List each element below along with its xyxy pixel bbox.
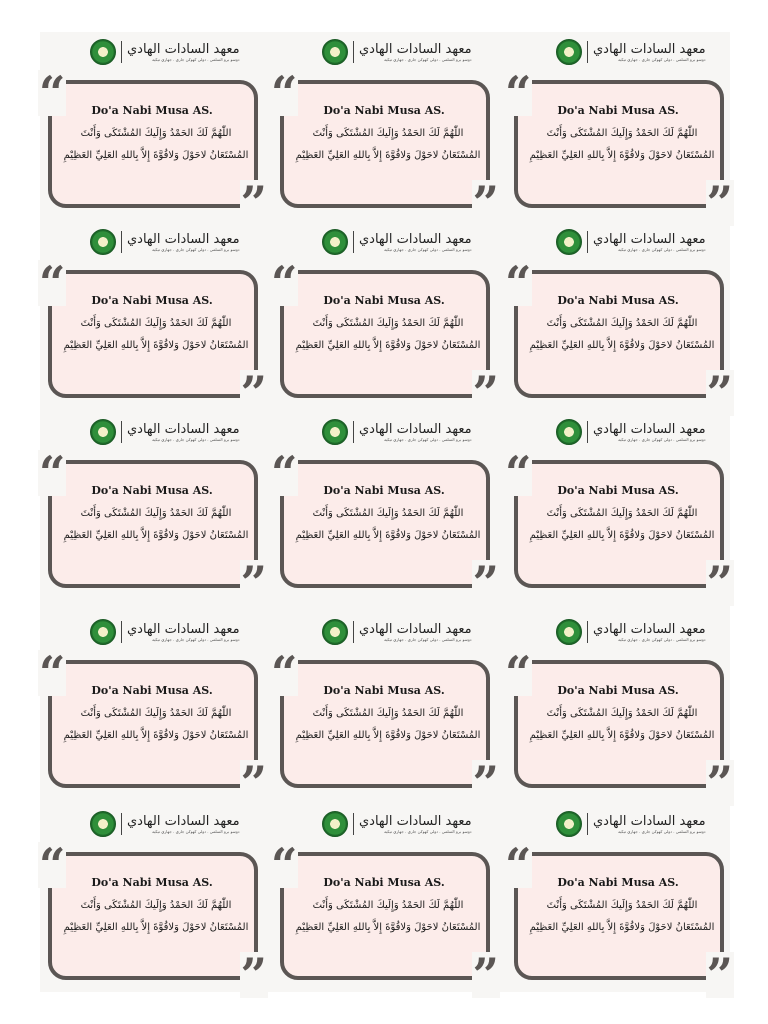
open-quote-icon: “ xyxy=(271,646,298,700)
arabic-line-1: اللّٰهُمَّ لَكَ الحَمْدُ وَإِلَيكَ المُشْتَكَى وَأَنْتَ xyxy=(312,900,464,911)
prayer-title: Do'a Nabi Musa AS. xyxy=(91,294,213,307)
logo-name: معهد السادات الهادي xyxy=(593,621,706,637)
close-quote-icon: ” xyxy=(706,366,733,420)
close-quote-icon: ” xyxy=(472,366,499,420)
institution-logo xyxy=(90,617,240,647)
logo-text xyxy=(593,623,706,642)
prayer-title: Do'a Nabi Musa AS. xyxy=(557,294,679,307)
quote-box xyxy=(280,80,490,208)
institution-logo xyxy=(322,227,472,257)
institution-logo xyxy=(322,417,472,447)
logo-divider xyxy=(587,813,588,835)
prayer-title: Do'a Nabi Musa AS. xyxy=(557,104,679,117)
close-quote-icon: ” xyxy=(706,556,733,610)
arabic-line-2: المُسْتَعَانُ لاحَوْلَ وَلاقُوَّةَ إِلاَّ بِاللهِ العَلِيِّ العَظِيْمِ xyxy=(529,922,715,933)
logo-text xyxy=(127,43,240,62)
seal-icon xyxy=(556,811,582,837)
prayer-card xyxy=(39,804,267,1002)
seal-icon xyxy=(556,619,582,645)
logo-text xyxy=(359,623,472,642)
arabic-line-1: اللّٰهُمَّ لَكَ الحَمْدُ وَإِلَيكَ المُشْتَكَى وَأَنْتَ xyxy=(312,508,464,519)
institution-logo xyxy=(556,227,706,257)
logo-name: معهد السادات الهادي xyxy=(127,621,240,637)
logo-text xyxy=(127,233,240,252)
institution-logo xyxy=(90,227,240,257)
logo-subtitle: دوسو برو السلمي . دولي كهوكن جاري . جهاري تيكيه xyxy=(618,828,706,834)
prayer-card xyxy=(271,612,499,810)
arabic-line-2: المُسْتَعَانُ لاحَوْلَ وَلاقُوَّةَ إِلاَّ بِاللهِ العَلِيِّ العَظِيْمِ xyxy=(295,730,481,741)
logo-name: معهد السادات الهادي xyxy=(593,813,706,829)
quote-box xyxy=(514,852,724,980)
prayer-title: Do'a Nabi Musa AS. xyxy=(557,684,679,697)
logo-subtitle: دوسو برو السلمي . دولي كهوكن جاري . جهاري تيكيه xyxy=(152,56,240,62)
logo-subtitle: دوسو برو السلمي . دولي كهوكن جاري . جهاري تيكيه xyxy=(618,636,706,642)
close-quote-icon: ” xyxy=(706,756,733,810)
logo-name: معهد السادات الهادي xyxy=(593,41,706,57)
prayer-title: Do'a Nabi Musa AS. xyxy=(91,104,213,117)
arabic-line-2: المُسْتَعَانُ لاحَوْلَ وَلاقُوَّةَ إِلاَّ بِاللهِ العَلِيِّ العَظِيْمِ xyxy=(63,150,249,161)
close-quote-icon: ” xyxy=(240,948,267,1002)
arabic-line-2: المُسْتَعَانُ لاحَوْلَ وَلاقُوَّةَ إِلاَّ بِاللهِ العَلِيِّ العَظِيْمِ xyxy=(295,150,481,161)
logo-text xyxy=(359,43,472,62)
arabic-line-1: اللّٰهُمَّ لَكَ الحَمْدُ وَإِلَيكَ المُشْتَكَى وَأَنْتَ xyxy=(80,318,232,329)
arabic-line-1: اللّٰهُمَّ لَكَ الحَمْدُ وَإِلَيكَ المُشْتَكَى وَأَنْتَ xyxy=(80,508,232,519)
logo-text xyxy=(359,423,472,442)
arabic-line-1: اللّٰهُمَّ لَكَ الحَمْدُ وَإِلَيكَ المُشْتَكَى وَأَنْتَ xyxy=(546,900,698,911)
logo-subtitle: دوسو برو السلمي . دولي كهوكن جاري . جهاري تيكيه xyxy=(384,436,472,442)
logo-subtitle: دوسو برو السلمي . دولي كهوكن جاري . جهاري تيكيه xyxy=(384,246,472,252)
arabic-line-1: اللّٰهُمَّ لَكَ الحَمْدُ وَإِلَيكَ المُشْتَكَى وَأَنْتَ xyxy=(312,708,464,719)
quote-box xyxy=(514,660,724,788)
seal-icon xyxy=(556,229,582,255)
prayer-title: Do'a Nabi Musa AS. xyxy=(557,484,679,497)
open-quote-icon: “ xyxy=(271,256,298,310)
logo-text xyxy=(593,423,706,442)
logo-subtitle: دوسو برو السلمي . دولي كهوكن جاري . جهاري تيكيه xyxy=(618,436,706,442)
logo-name: معهد السادات الهادي xyxy=(127,231,240,247)
logo-divider xyxy=(587,231,588,253)
logo-divider xyxy=(353,813,354,835)
open-quote-icon: “ xyxy=(271,446,298,500)
close-quote-icon: ” xyxy=(240,756,267,810)
seal-icon xyxy=(556,39,582,65)
institution-logo xyxy=(556,617,706,647)
close-quote-icon: ” xyxy=(706,948,733,1002)
quote-box xyxy=(514,270,724,398)
seal-icon xyxy=(90,229,116,255)
arabic-line-2: المُسْتَعَانُ لاحَوْلَ وَلاقُوَّةَ إِلاَّ بِاللهِ العَلِيِّ العَظِيْمِ xyxy=(63,922,249,933)
close-quote-icon: ” xyxy=(472,756,499,810)
logo-subtitle: دوسو برو السلمي . دولي كهوكن جاري . جهاري تيكيه xyxy=(618,246,706,252)
logo-text xyxy=(127,815,240,834)
close-quote-icon: ” xyxy=(240,176,267,230)
open-quote-icon: “ xyxy=(271,838,298,892)
arabic-line-2: المُسْتَعَانُ لاحَوْلَ وَلاقُوَّةَ إِلاَّ بِاللهِ العَلِيِّ العَظِيْمِ xyxy=(63,530,249,541)
prayer-card xyxy=(505,222,733,420)
prayer-title: Do'a Nabi Musa AS. xyxy=(91,484,213,497)
open-quote-icon: “ xyxy=(39,646,66,700)
arabic-line-1: اللّٰهُمَّ لَكَ الحَمْدُ وَإِلَيكَ المُشْتَكَى وَأَنْتَ xyxy=(80,128,232,139)
close-quote-icon: ” xyxy=(472,176,499,230)
logo-divider xyxy=(121,813,122,835)
logo-subtitle: دوسو برو السلمي . دولي كهوكن جاري . جهاري تيكيه xyxy=(384,56,472,62)
institution-logo xyxy=(322,809,472,839)
arabic-line-2: المُسْتَعَانُ لاحَوْلَ وَلاقُوَّةَ إِلاَّ بِاللهِ العَلِيِّ العَظِيْمِ xyxy=(295,922,481,933)
logo-text xyxy=(593,233,706,252)
open-quote-icon: “ xyxy=(39,66,66,120)
logo-divider xyxy=(587,421,588,443)
open-quote-icon: “ xyxy=(39,446,66,500)
logo-name: معهد السادات الهادي xyxy=(359,621,472,637)
logo-name: معهد السادات الهادي xyxy=(359,231,472,247)
logo-name: معهد السادات الهادي xyxy=(593,231,706,247)
seal-icon xyxy=(322,229,348,255)
card-sheet xyxy=(39,32,733,1002)
logo-divider xyxy=(587,41,588,63)
logo-text xyxy=(127,623,240,642)
seal-icon xyxy=(322,39,348,65)
quote-box xyxy=(280,460,490,588)
arabic-line-1: اللّٰهُمَّ لَكَ الحَمْدُ وَإِلَيكَ المُشْتَكَى وَأَنْتَ xyxy=(546,708,698,719)
seal-icon xyxy=(90,419,116,445)
quote-box xyxy=(514,80,724,208)
institution-logo xyxy=(90,809,240,839)
logo-divider xyxy=(587,621,588,643)
logo-name: معهد السادات الهادي xyxy=(127,813,240,829)
arabic-line-2: المُسْتَعَانُ لاحَوْلَ وَلاقُوَّةَ إِلاَّ بِاللهِ العَلِيِّ العَظِيْمِ xyxy=(529,530,715,541)
quote-box xyxy=(280,660,490,788)
arabic-line-1: اللّٰهُمَّ لَكَ الحَمْدُ وَإِلَيكَ المُشْتَكَى وَأَنْتَ xyxy=(80,900,232,911)
arabic-line-2: المُسْتَعَانُ لاحَوْلَ وَلاقُوَّةَ إِلاَّ بِاللهِ العَلِيِّ العَظِيْمِ xyxy=(63,730,249,741)
open-quote-icon: “ xyxy=(505,446,532,500)
seal-icon xyxy=(556,419,582,445)
arabic-line-2: المُسْتَعَانُ لاحَوْلَ وَلاقُوَّةَ إِلاَّ بِاللهِ العَلِيِّ العَظِيْمِ xyxy=(295,530,481,541)
seal-icon xyxy=(322,419,348,445)
institution-logo xyxy=(322,617,472,647)
open-quote-icon: “ xyxy=(505,66,532,120)
prayer-title: Do'a Nabi Musa AS. xyxy=(323,684,445,697)
prayer-card xyxy=(271,804,499,1002)
arabic-line-1: اللّٰهُمَّ لَكَ الحَمْدُ وَإِلَيكَ المُشْتَكَى وَأَنْتَ xyxy=(80,708,232,719)
logo-divider xyxy=(121,231,122,253)
arabic-line-1: اللّٰهُمَّ لَكَ الحَمْدُ وَإِلَيكَ المُشْتَكَى وَأَنْتَ xyxy=(546,508,698,519)
quote-box xyxy=(48,270,258,398)
logo-divider xyxy=(353,421,354,443)
prayer-card xyxy=(271,412,499,610)
institution-logo xyxy=(90,417,240,447)
logo-divider xyxy=(353,231,354,253)
logo-subtitle: دوسو برو السلمي . دولي كهوكن جاري . جهاري تيكيه xyxy=(152,828,240,834)
prayer-title: Do'a Nabi Musa AS. xyxy=(557,876,679,889)
logo-text xyxy=(359,815,472,834)
arabic-line-2: المُسْتَعَانُ لاحَوْلَ وَلاقُوَّةَ إِلاَّ بِاللهِ العَلِيِّ العَظِيْمِ xyxy=(63,340,249,351)
logo-name: معهد السادات الهادي xyxy=(127,41,240,57)
logo-divider xyxy=(121,421,122,443)
quote-box xyxy=(48,852,258,980)
prayer-card xyxy=(505,32,733,230)
close-quote-icon: ” xyxy=(240,556,267,610)
institution-logo xyxy=(90,37,240,67)
open-quote-icon: “ xyxy=(39,256,66,310)
institution-logo xyxy=(556,417,706,447)
open-quote-icon: “ xyxy=(271,66,298,120)
arabic-line-1: اللّٰهُمَّ لَكَ الحَمْدُ وَإِلَيكَ المُشْتَكَى وَأَنْتَ xyxy=(312,318,464,329)
open-quote-icon: “ xyxy=(505,256,532,310)
logo-name: معهد السادات الهادي xyxy=(359,421,472,437)
logo-divider xyxy=(121,621,122,643)
open-quote-icon: “ xyxy=(505,646,532,700)
institution-logo xyxy=(322,37,472,67)
prayer-title: Do'a Nabi Musa AS. xyxy=(323,294,445,307)
logo-divider xyxy=(353,621,354,643)
seal-icon xyxy=(90,811,116,837)
logo-divider xyxy=(353,41,354,63)
prayer-card xyxy=(505,612,733,810)
quote-box xyxy=(48,660,258,788)
arabic-line-1: اللّٰهُمَّ لَكَ الحَمْدُ وَإِلَيكَ المُشْتَكَى وَأَنْتَ xyxy=(312,128,464,139)
prayer-card xyxy=(505,412,733,610)
seal-icon xyxy=(90,619,116,645)
close-quote-icon: ” xyxy=(472,556,499,610)
prayer-card xyxy=(271,222,499,420)
logo-subtitle: دوسو برو السلمي . دولي كهوكن جاري . جهاري تيكيه xyxy=(384,636,472,642)
prayer-title: Do'a Nabi Musa AS. xyxy=(323,484,445,497)
prayer-card xyxy=(39,32,267,230)
seal-icon xyxy=(322,619,348,645)
open-quote-icon: “ xyxy=(505,838,532,892)
arabic-line-2: المُسْتَعَانُ لاحَوْلَ وَلاقُوَّةَ إِلاَّ بِاللهِ العَلِيِّ العَظِيْمِ xyxy=(529,150,715,161)
prayer-card xyxy=(39,412,267,610)
arabic-line-2: المُسْتَعَانُ لاحَوْلَ وَلاقُوَّةَ إِلاَّ بِاللهِ العَلِيِّ العَظِيْمِ xyxy=(529,340,715,351)
logo-text xyxy=(127,423,240,442)
logo-text xyxy=(593,815,706,834)
institution-logo xyxy=(556,809,706,839)
arabic-line-1: اللّٰهُمَّ لَكَ الحَمْدُ وَإِلَيكَ المُشْتَكَى وَأَنْتَ xyxy=(546,318,698,329)
quote-box xyxy=(48,80,258,208)
quote-box xyxy=(514,460,724,588)
prayer-title: Do'a Nabi Musa AS. xyxy=(91,876,213,889)
quote-box xyxy=(280,852,490,980)
logo-text xyxy=(359,233,472,252)
seal-icon xyxy=(90,39,116,65)
close-quote-icon: ” xyxy=(472,948,499,1002)
quote-box xyxy=(48,460,258,588)
logo-name: معهد السادات الهادي xyxy=(359,41,472,57)
open-quote-icon: “ xyxy=(39,838,66,892)
logo-name: معهد السادات الهادي xyxy=(593,421,706,437)
prayer-card xyxy=(271,32,499,230)
logo-subtitle: دوسو برو السلمي . دولي كهوكن جاري . جهاري تيكيه xyxy=(618,56,706,62)
prayer-card xyxy=(39,222,267,420)
logo-name: معهد السادات الهادي xyxy=(127,421,240,437)
quote-box xyxy=(280,270,490,398)
seal-icon xyxy=(322,811,348,837)
arabic-line-1: اللّٰهُمَّ لَكَ الحَمْدُ وَإِلَيكَ المُشْتَكَى وَأَنْتَ xyxy=(546,128,698,139)
prayer-title: Do'a Nabi Musa AS. xyxy=(91,684,213,697)
close-quote-icon: ” xyxy=(240,366,267,420)
arabic-line-2: المُسْتَعَانُ لاحَوْلَ وَلاقُوَّةَ إِلاَّ بِاللهِ العَلِيِّ العَظِيْمِ xyxy=(295,340,481,351)
logo-name: معهد السادات الهادي xyxy=(359,813,472,829)
logo-text xyxy=(593,43,706,62)
logo-subtitle: دوسو برو السلمي . دولي كهوكن جاري . جهاري تيكيه xyxy=(152,436,240,442)
prayer-title: Do'a Nabi Musa AS. xyxy=(323,876,445,889)
logo-subtitle: دوسو برو السلمي . دولي كهوكن جاري . جهاري تيكيه xyxy=(152,636,240,642)
institution-logo xyxy=(556,37,706,67)
prayer-card xyxy=(505,804,733,1002)
close-quote-icon: ” xyxy=(706,176,733,230)
logo-subtitle: دوسو برو السلمي . دولي كهوكن جاري . جهاري تيكيه xyxy=(152,246,240,252)
logo-divider xyxy=(121,41,122,63)
prayer-card xyxy=(39,612,267,810)
prayer-title: Do'a Nabi Musa AS. xyxy=(323,104,445,117)
logo-subtitle: دوسو برو السلمي . دولي كهوكن جاري . جهاري تيكيه xyxy=(384,828,472,834)
arabic-line-2: المُسْتَعَانُ لاحَوْلَ وَلاقُوَّةَ إِلاَّ بِاللهِ العَلِيِّ العَظِيْمِ xyxy=(529,730,715,741)
